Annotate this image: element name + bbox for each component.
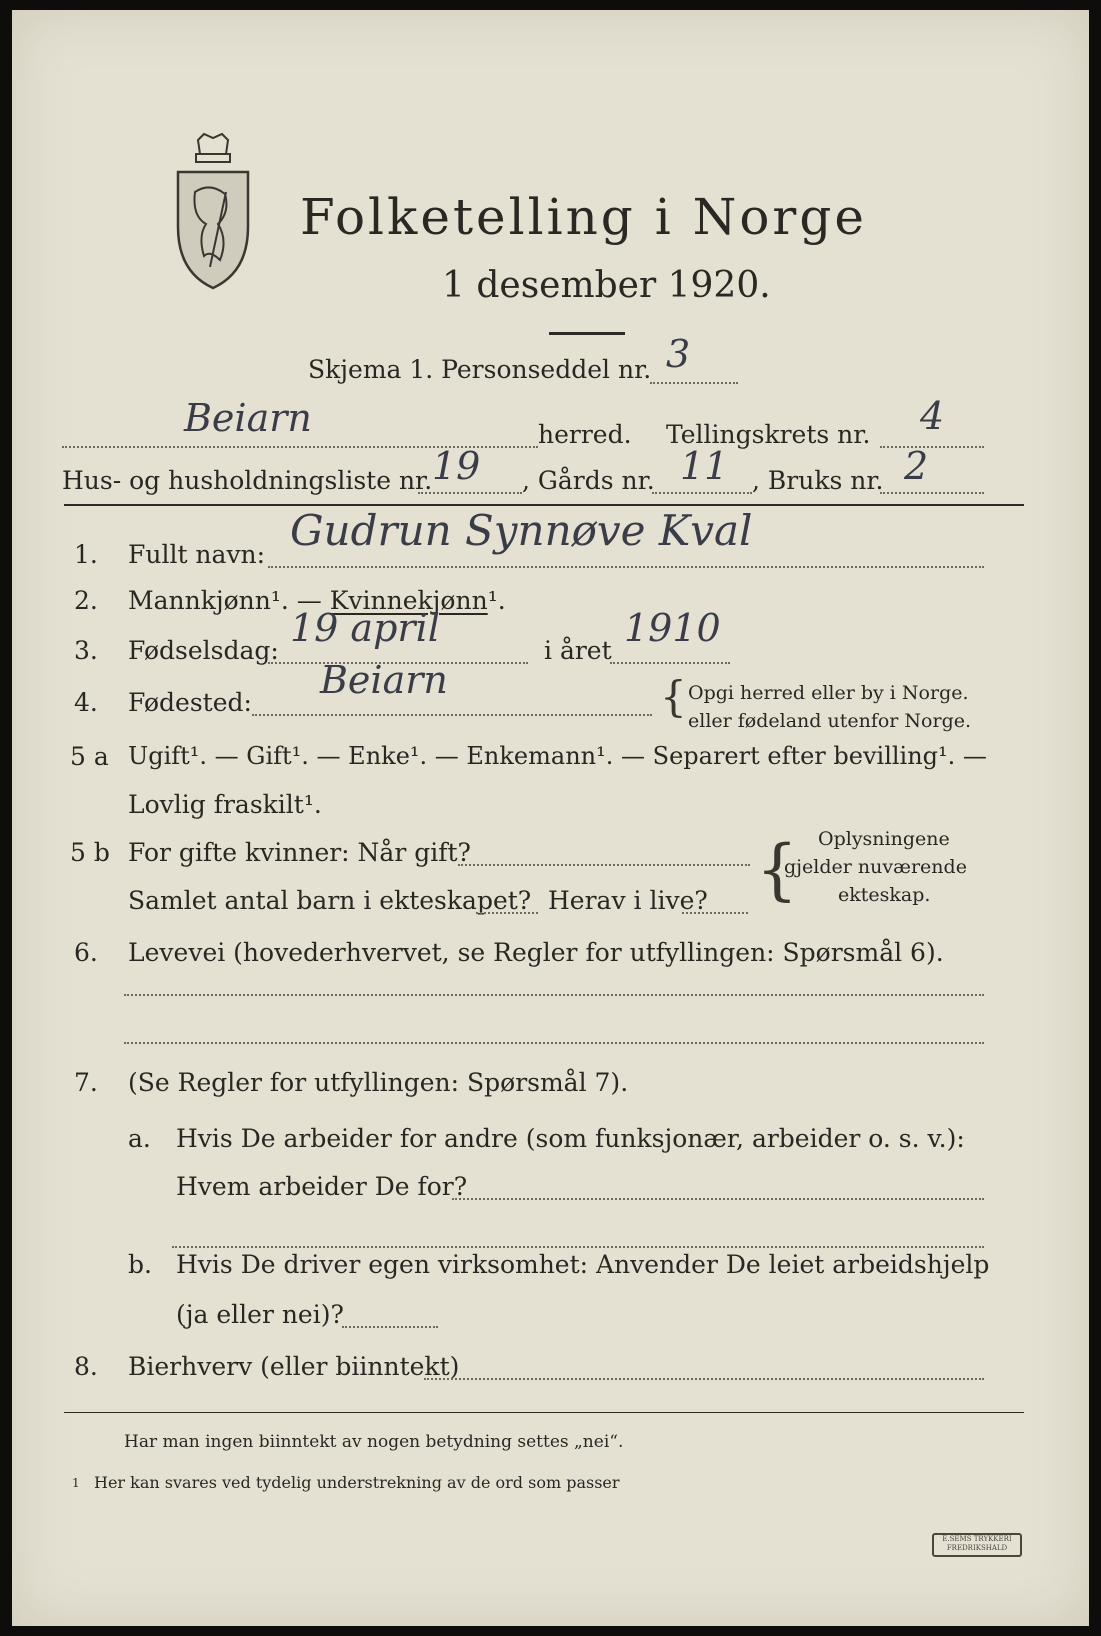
q2-number: 2. (74, 586, 98, 615)
q2-suffix: ¹. (487, 586, 506, 615)
q7-label: (Se Regler for utfyllingen: Spørsmål 7). (128, 1068, 629, 1097)
coat-of-arms-icon (170, 132, 256, 292)
footnote-text: Her kan svares ved tydelig understrekning av de ord som passer (94, 1473, 620, 1492)
q5a-line2: Lovlig fraskilt¹. (128, 790, 322, 819)
schema-value: 3 (666, 332, 691, 376)
printer-stamp: E.SEMS TRYKKERI FREDRIKSHALD (932, 1533, 1022, 1557)
census-form (12, 10, 1089, 1626)
q5a-number: 5 a (70, 742, 109, 771)
q7a-line-2 (172, 1246, 984, 1248)
q1-number: 1. (74, 540, 98, 569)
husliste-line (418, 492, 522, 494)
q5b-note-2: gjelder nuværende (784, 856, 967, 878)
husliste-label: Hus- og husholdningsliste nr. (62, 466, 433, 495)
q7a-letter: a. (128, 1124, 151, 1153)
herred-label: herred. (538, 420, 632, 449)
q4-number: 4. (74, 688, 98, 717)
q6-label: Levevei (hovederhvervet, se Regler for utfyllingen: Spørsmål 6). (128, 938, 944, 967)
q3-year-line (610, 662, 730, 664)
q7a-line1: Hvis De arbeider for andre (som funksjonær, arbeider o. s. v.): (176, 1124, 965, 1153)
q5b-note-1: Oplysningene (818, 828, 950, 850)
q8-line (424, 1378, 984, 1380)
q3-value: 19 april (290, 606, 440, 650)
tellingskrets-line (880, 446, 984, 448)
gards-line (652, 492, 752, 494)
q5b-brace: { (756, 831, 798, 908)
q5a-line1: Ugift¹. — Gift¹. — Enke¹. — Enkemann¹. — Separert efter bevilling¹. — (128, 742, 987, 770)
gards-value: 11 (680, 444, 729, 488)
q7b-letter: b. (128, 1250, 152, 1279)
schema-label: Skjema 1. Personseddel nr. (308, 355, 652, 384)
footnote-mark: 1 (72, 1476, 80, 1490)
q5b-note-3: ekteskap. (838, 884, 931, 906)
q1-line (268, 566, 984, 568)
husliste-value: 19 (432, 444, 481, 488)
footer-rule (64, 1412, 1024, 1413)
q7a-line2: Hvem arbeider De for? (176, 1172, 468, 1201)
tellingskrets-label: Tellingskrets nr. (666, 420, 871, 449)
q6-line-1 (124, 994, 984, 996)
q4-brace: { (660, 672, 687, 721)
herred-value: Beiarn (184, 396, 312, 440)
q7-number: 7. (74, 1068, 98, 1097)
q3-year-label: i året (544, 636, 612, 665)
q2-female-option: Kvinnekjønn (329, 586, 488, 615)
q5b-when-line (458, 864, 750, 866)
bruks-value: 2 (904, 444, 929, 488)
q6-number: 6. (74, 938, 98, 967)
q3-year-value: 1910 (624, 606, 721, 650)
q5b-label-alive: Herav i live? (548, 886, 708, 915)
q1-label: Fullt navn: (128, 540, 266, 569)
q7b-line (342, 1326, 438, 1328)
q8-number: 8. (74, 1352, 98, 1381)
q5b-number: 5 b (70, 838, 110, 867)
q4-note-2: eller fødeland utenfor Norge. (688, 710, 972, 732)
q8-label: Bierhverv (eller biinntekt) (128, 1352, 460, 1381)
schema-line (650, 382, 738, 384)
q4-label: Fødested: (128, 688, 252, 717)
q5b-label-children: Samlet antal barn i ekteskapet? (128, 886, 532, 915)
footer-note: Har man ingen biinntekt av nogen betydning settes „nei“. (124, 1432, 624, 1452)
gards-label: , Gårds nr. (522, 466, 655, 495)
q4-value: Beiarn (320, 658, 448, 702)
q3-number: 3. (74, 636, 98, 665)
census-date: 1 desember 1920. (442, 265, 771, 306)
q4-line (252, 714, 652, 716)
q1-value: Gudrun Synnøve Kval (290, 506, 753, 555)
q7b-line1: Hvis De driver egen virksomhet: Anvender De leiet arbeidshjelp (176, 1250, 990, 1279)
q4-note-1: Opgi herred eller by i Norge. (688, 682, 969, 704)
title-divider (549, 332, 625, 335)
bruks-label: , Bruks nr. (752, 466, 884, 495)
q5b-label-when: For gifte kvinner: Når gift? (128, 838, 471, 867)
q5b-children-line (476, 912, 538, 914)
q7a-line (452, 1198, 984, 1200)
tellingskrets-value: 4 (920, 394, 945, 438)
q3-label: Fødselsdag: (128, 636, 279, 665)
q5b-alive-line (682, 912, 748, 914)
form-title: Folketelling i Norge (300, 188, 867, 246)
q7b-line2: (ja eller nei)? (176, 1300, 344, 1329)
q6-line-2 (124, 1042, 984, 1044)
bruks-line (880, 492, 984, 494)
q2-male-option: Mannkjønn¹. — (128, 586, 322, 615)
